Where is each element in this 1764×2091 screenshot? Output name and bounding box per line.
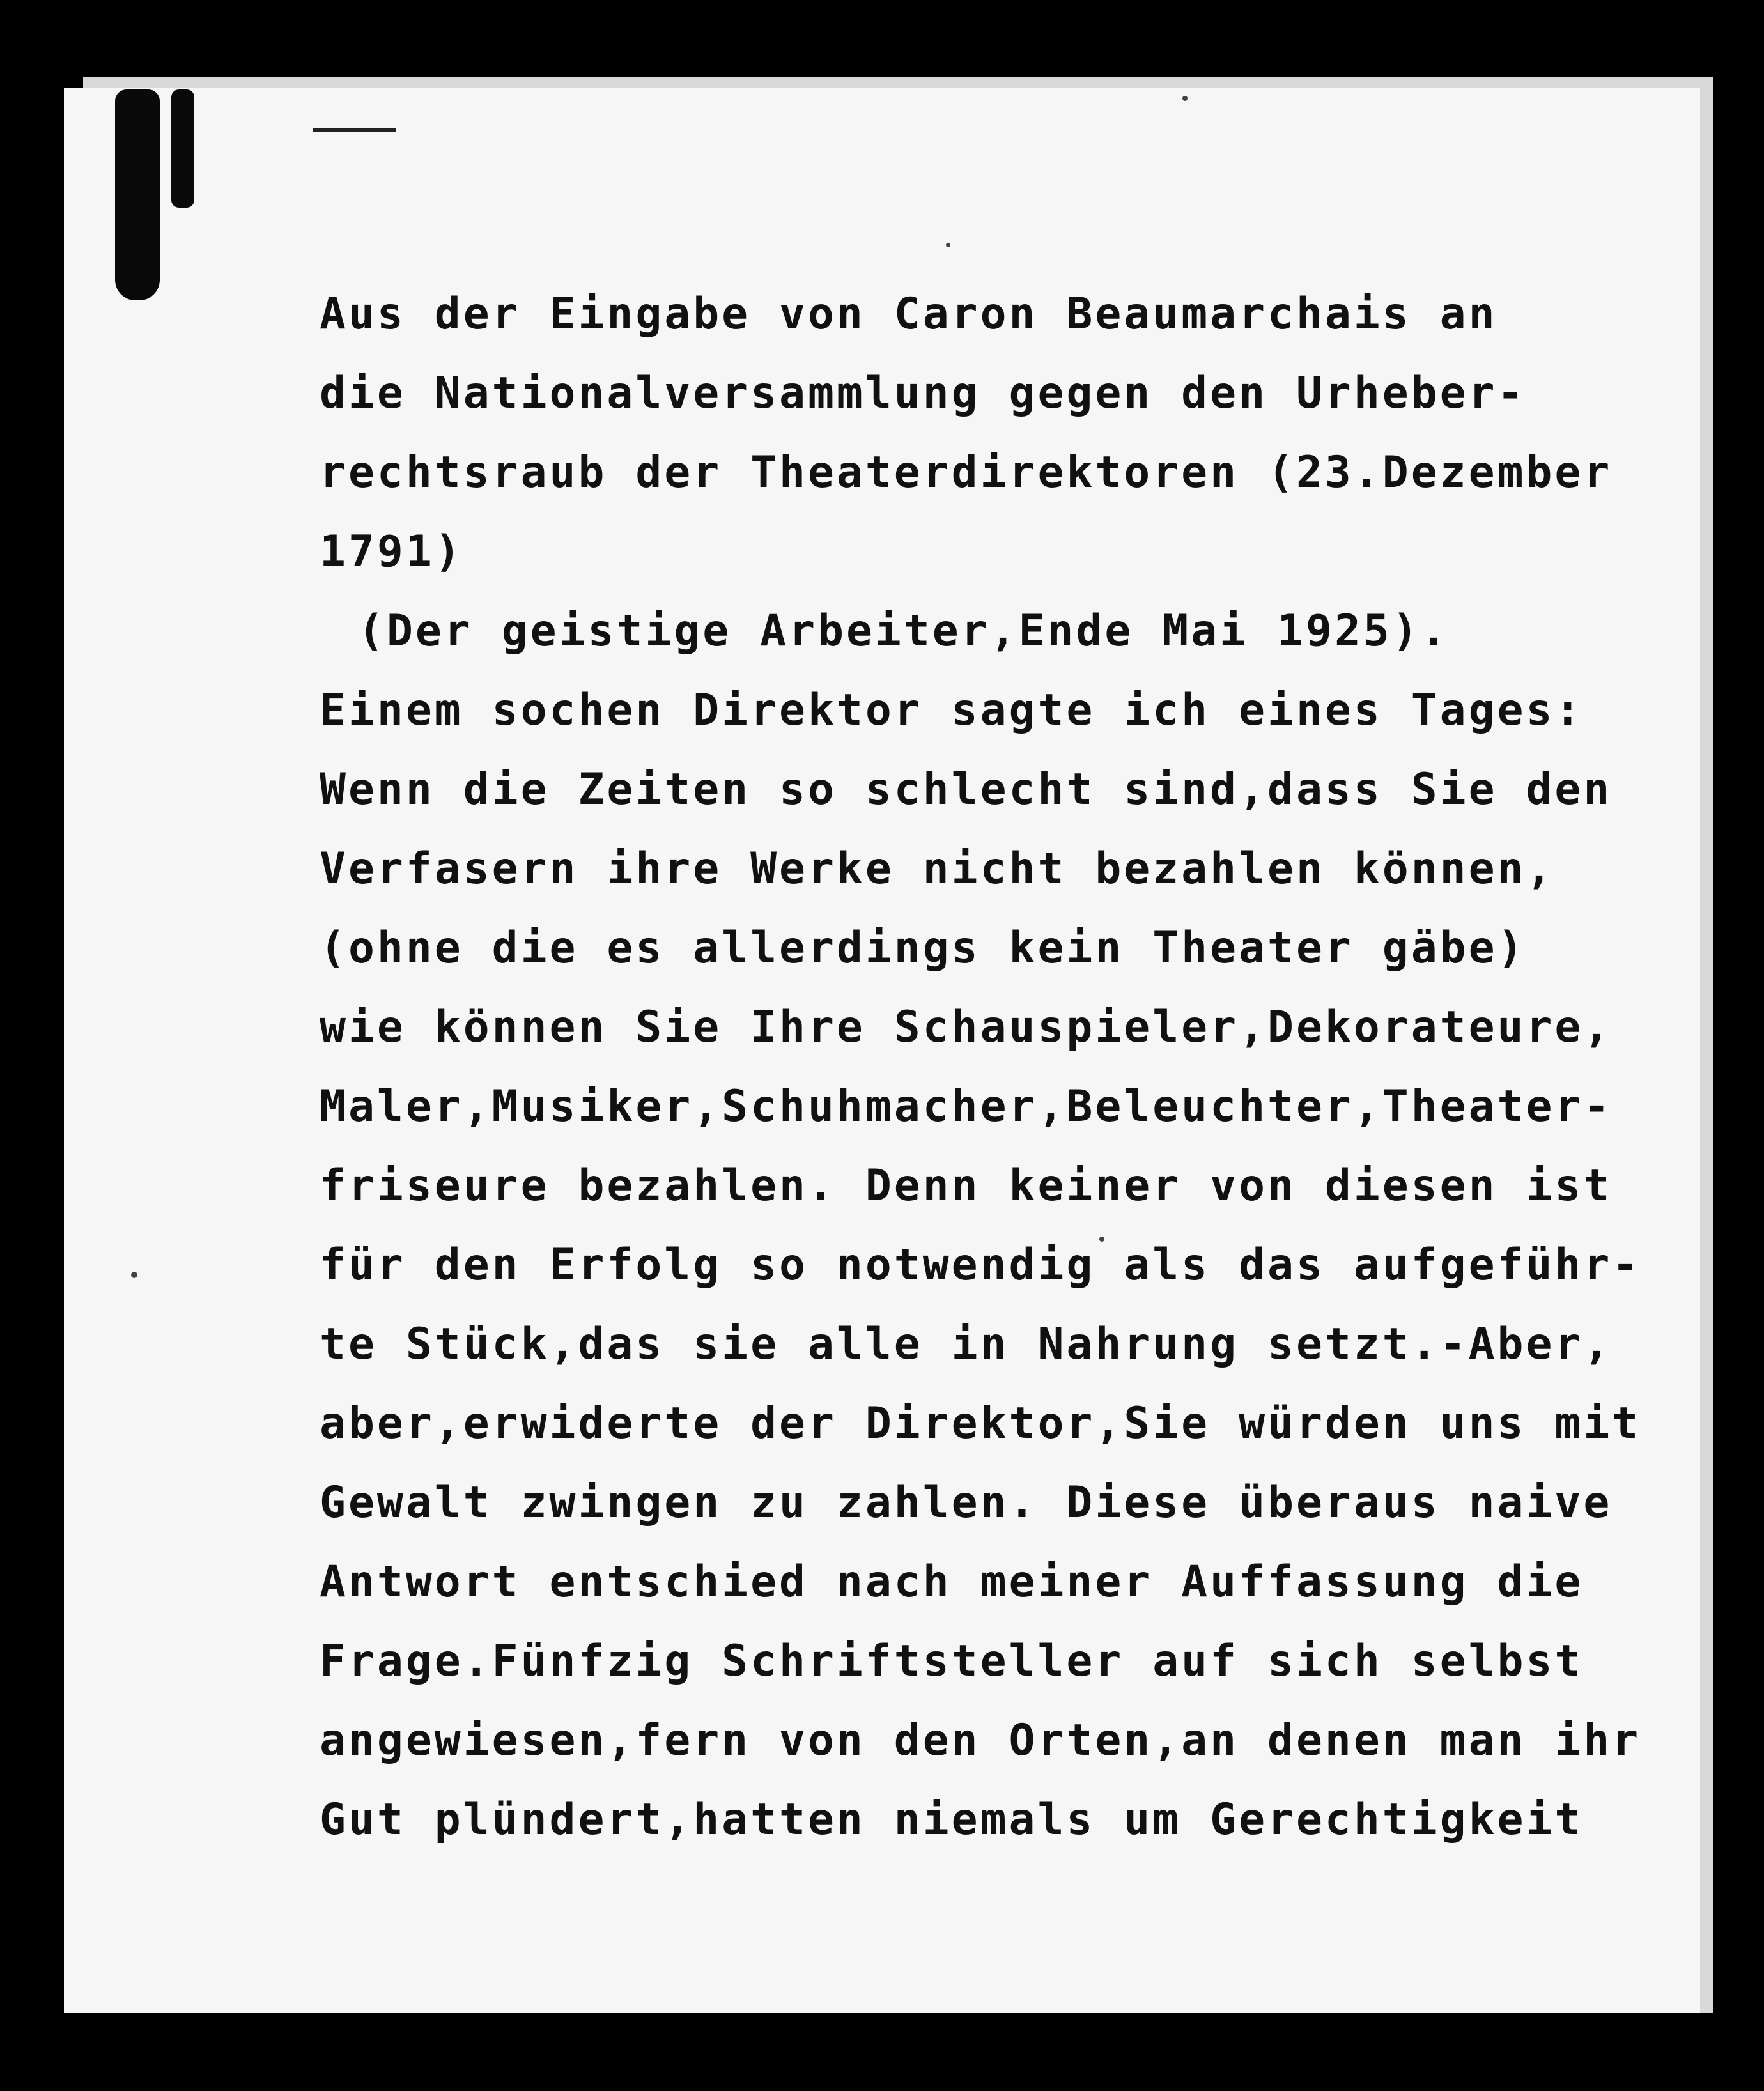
text-line: die Nationalversammlung gegen den Urheber-	[320, 368, 1526, 419]
text-line: Aus der Eingabe von Caron Beaumarchais an	[320, 289, 1497, 339]
text-line: für den Erfolg so notwendig als das aufgeführ-	[320, 1240, 1641, 1290]
text-line: Einem sochen Direktor sagte ich eines Tages:	[320, 685, 1584, 736]
text-line: Gewalt zwingen zu zahlen. Diese überaus naive	[320, 1478, 1613, 1528]
paper-clip	[115, 89, 160, 300]
text-line: te Stück,das sie alle in Nahrung setzt.-Aber,	[320, 1319, 1613, 1370]
text-line: wie können Sie Ihre Schauspieler,Dekorateure,	[320, 1002, 1613, 1053]
text-line: Maler,Musiker,Schuhmacher,Beleuchter,Theater-	[320, 1081, 1613, 1132]
text-line: 1791)	[320, 527, 463, 577]
paper-clip-wire	[171, 89, 194, 208]
text-line: Wenn die Zeiten so schlecht sind,dass Sie den	[320, 764, 1613, 815]
typewritten-text	[320, 275, 1641, 1860]
text-line: Verfasern ihre Werke nicht bezahlen können,	[320, 844, 1555, 894]
text-line: friseure bezahlen. Denn keiner von diesen ist	[320, 1161, 1613, 1211]
text-line: aber,erwiderte der Direktor,Sie würden uns mit	[320, 1398, 1641, 1449]
text-line: angewiesen,fern von den Orten,an denen man ihr	[320, 1715, 1641, 1766]
ink-speck	[946, 243, 950, 247]
text-line: (Der geistige Arbeiter,Ende Mai 1925).	[358, 606, 1450, 656]
text-line: rechtsraub der Theaterdirektoren (23.Dezember	[320, 447, 1613, 498]
text-line: Gut plündert,hatten niemals um Gerechtigkeit	[320, 1794, 1584, 1845]
ink-speck	[131, 1272, 137, 1278]
text-line: Frage.Fünfzig Schriftsteller auf sich selbst	[320, 1636, 1584, 1686]
text-line: Antwort entschied nach meiner Auffassung die	[320, 1557, 1584, 1607]
text-line: (ohne die es allerdings kein Theater gäbe)	[320, 923, 1526, 973]
ink-speck	[1182, 96, 1188, 101]
ink-mark	[313, 128, 396, 132]
